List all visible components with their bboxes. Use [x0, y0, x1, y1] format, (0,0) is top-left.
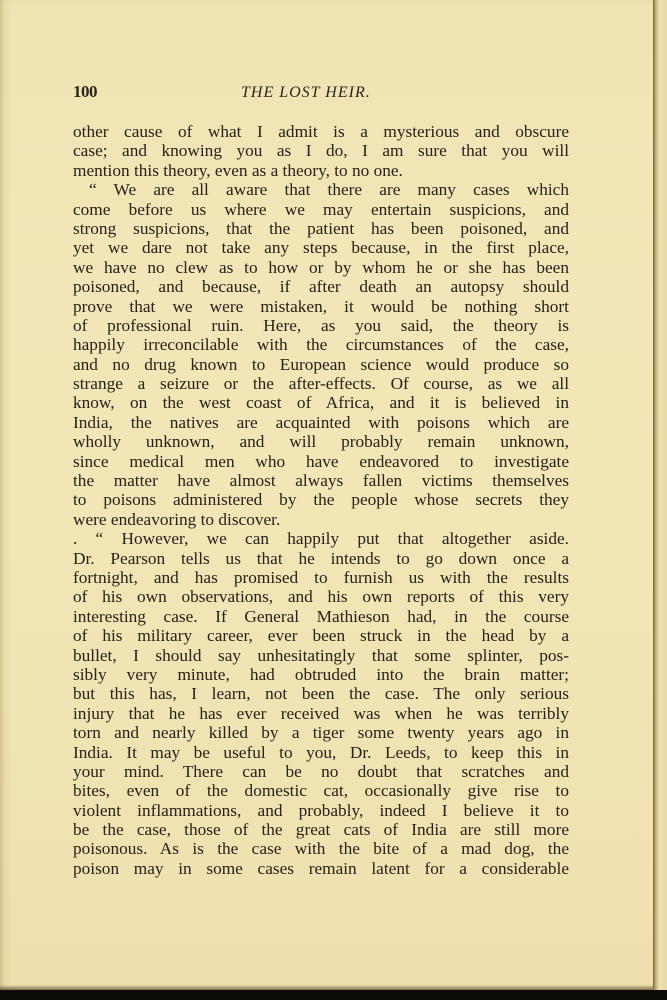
- text-line: we have no clew as to how or by whom he or she has been: [73, 257, 569, 277]
- text-line: and no drug known to European science would produce so: [73, 354, 569, 374]
- text-line: other cause of what I admit is a mysterious and obscure: [73, 122, 569, 141]
- text-line: were endeavoring to discover.: [73, 509, 281, 529]
- text-line: fortnight, and has promised to furnish us with the results: [73, 567, 569, 587]
- text-line: know, on the west coast of Africa, and it is believed in: [73, 393, 569, 413]
- text-line: strong suspicions, that the patient has been poisoned, and: [73, 218, 569, 238]
- text-line: India, the natives are acquainted with poisons which are: [73, 412, 569, 432]
- text-line: poison may in some cases remain latent for a considerable: [73, 858, 569, 878]
- text-line: of professional ruin. Here, as you said, the theory is: [73, 315, 569, 335]
- text-line: torn and nearly killed by a tiger some twenty years ago in: [73, 723, 569, 743]
- page-edge: [653, 0, 667, 992]
- text-line: violent inflammations, and probably, indeed I believe it to: [73, 800, 569, 820]
- text-line: but this has, I learn, not been the case. The only serious: [73, 684, 569, 704]
- text-line: poisoned, and because, if after death an autopsy should: [73, 277, 569, 297]
- text-line: injury that he has ever received was when he was terribly: [73, 703, 569, 723]
- text-line: your mind. There can be no doubt that scratches and: [73, 761, 569, 781]
- text-line: to poisons administered by the people whose secrets they: [73, 490, 569, 510]
- page-header: [73, 82, 567, 106]
- text-line: sibly very minute, had obtruded into the brain matter;: [73, 664, 569, 684]
- text-line: Dr. Pearson tells us that he intends to go down once a: [73, 548, 569, 568]
- body-text: [73, 122, 569, 878]
- text-line: yet we dare not take any steps because, in the first place,: [73, 238, 569, 258]
- text-line: interesting case. If General Mathieson had, in the course: [73, 606, 569, 626]
- text-line: be the case, those of the great cats of India are still more: [73, 820, 569, 840]
- text-line: case; and knowing you as I do, I am sure that you will: [73, 141, 569, 161]
- text-line: wholly unknown, and will probably remain unknown,: [73, 432, 569, 452]
- text-line: mention this theory, even as a theory, to no one.: [73, 160, 403, 180]
- text-line: India. It may be useful to you, Dr. Leeds, to keep this in: [73, 742, 569, 762]
- text-line: of his military career, ever been struck in the head by a: [73, 626, 569, 646]
- page-number: 100: [73, 82, 97, 101]
- text-line: prove that we were mistaken, it would be nothing short: [73, 296, 569, 316]
- text-line: poisonous. As is the case with the bite of a mad dog, the: [73, 839, 569, 859]
- text-line: strange a seizure or the after-effects. Of course, as we all: [73, 374, 569, 394]
- scan-background: [0, 990, 667, 1000]
- text-line: “ We are all aware that there are many cases which: [89, 180, 569, 200]
- text-line: the matter have almost always fallen victims themselves: [73, 471, 569, 491]
- text-line: bullet, I should say unhesitatingly that some splinter, pos-: [73, 645, 569, 665]
- text-line: . “ However, we can happily put that altogether aside.: [73, 529, 569, 549]
- running-title: THE LOST HEIR.: [241, 84, 371, 101]
- text-line: since medical men who have endeavored to investigate: [73, 451, 569, 471]
- text-line: happily irreconcilable with the circumstances of the case,: [73, 335, 569, 355]
- text-line: come before us where we may entertain suspicions, and: [73, 199, 569, 219]
- text-line: of his own observations, and his own reports of this very: [73, 587, 569, 607]
- text-line: bites, even of the domestic cat, occasionally give rise to: [73, 781, 569, 801]
